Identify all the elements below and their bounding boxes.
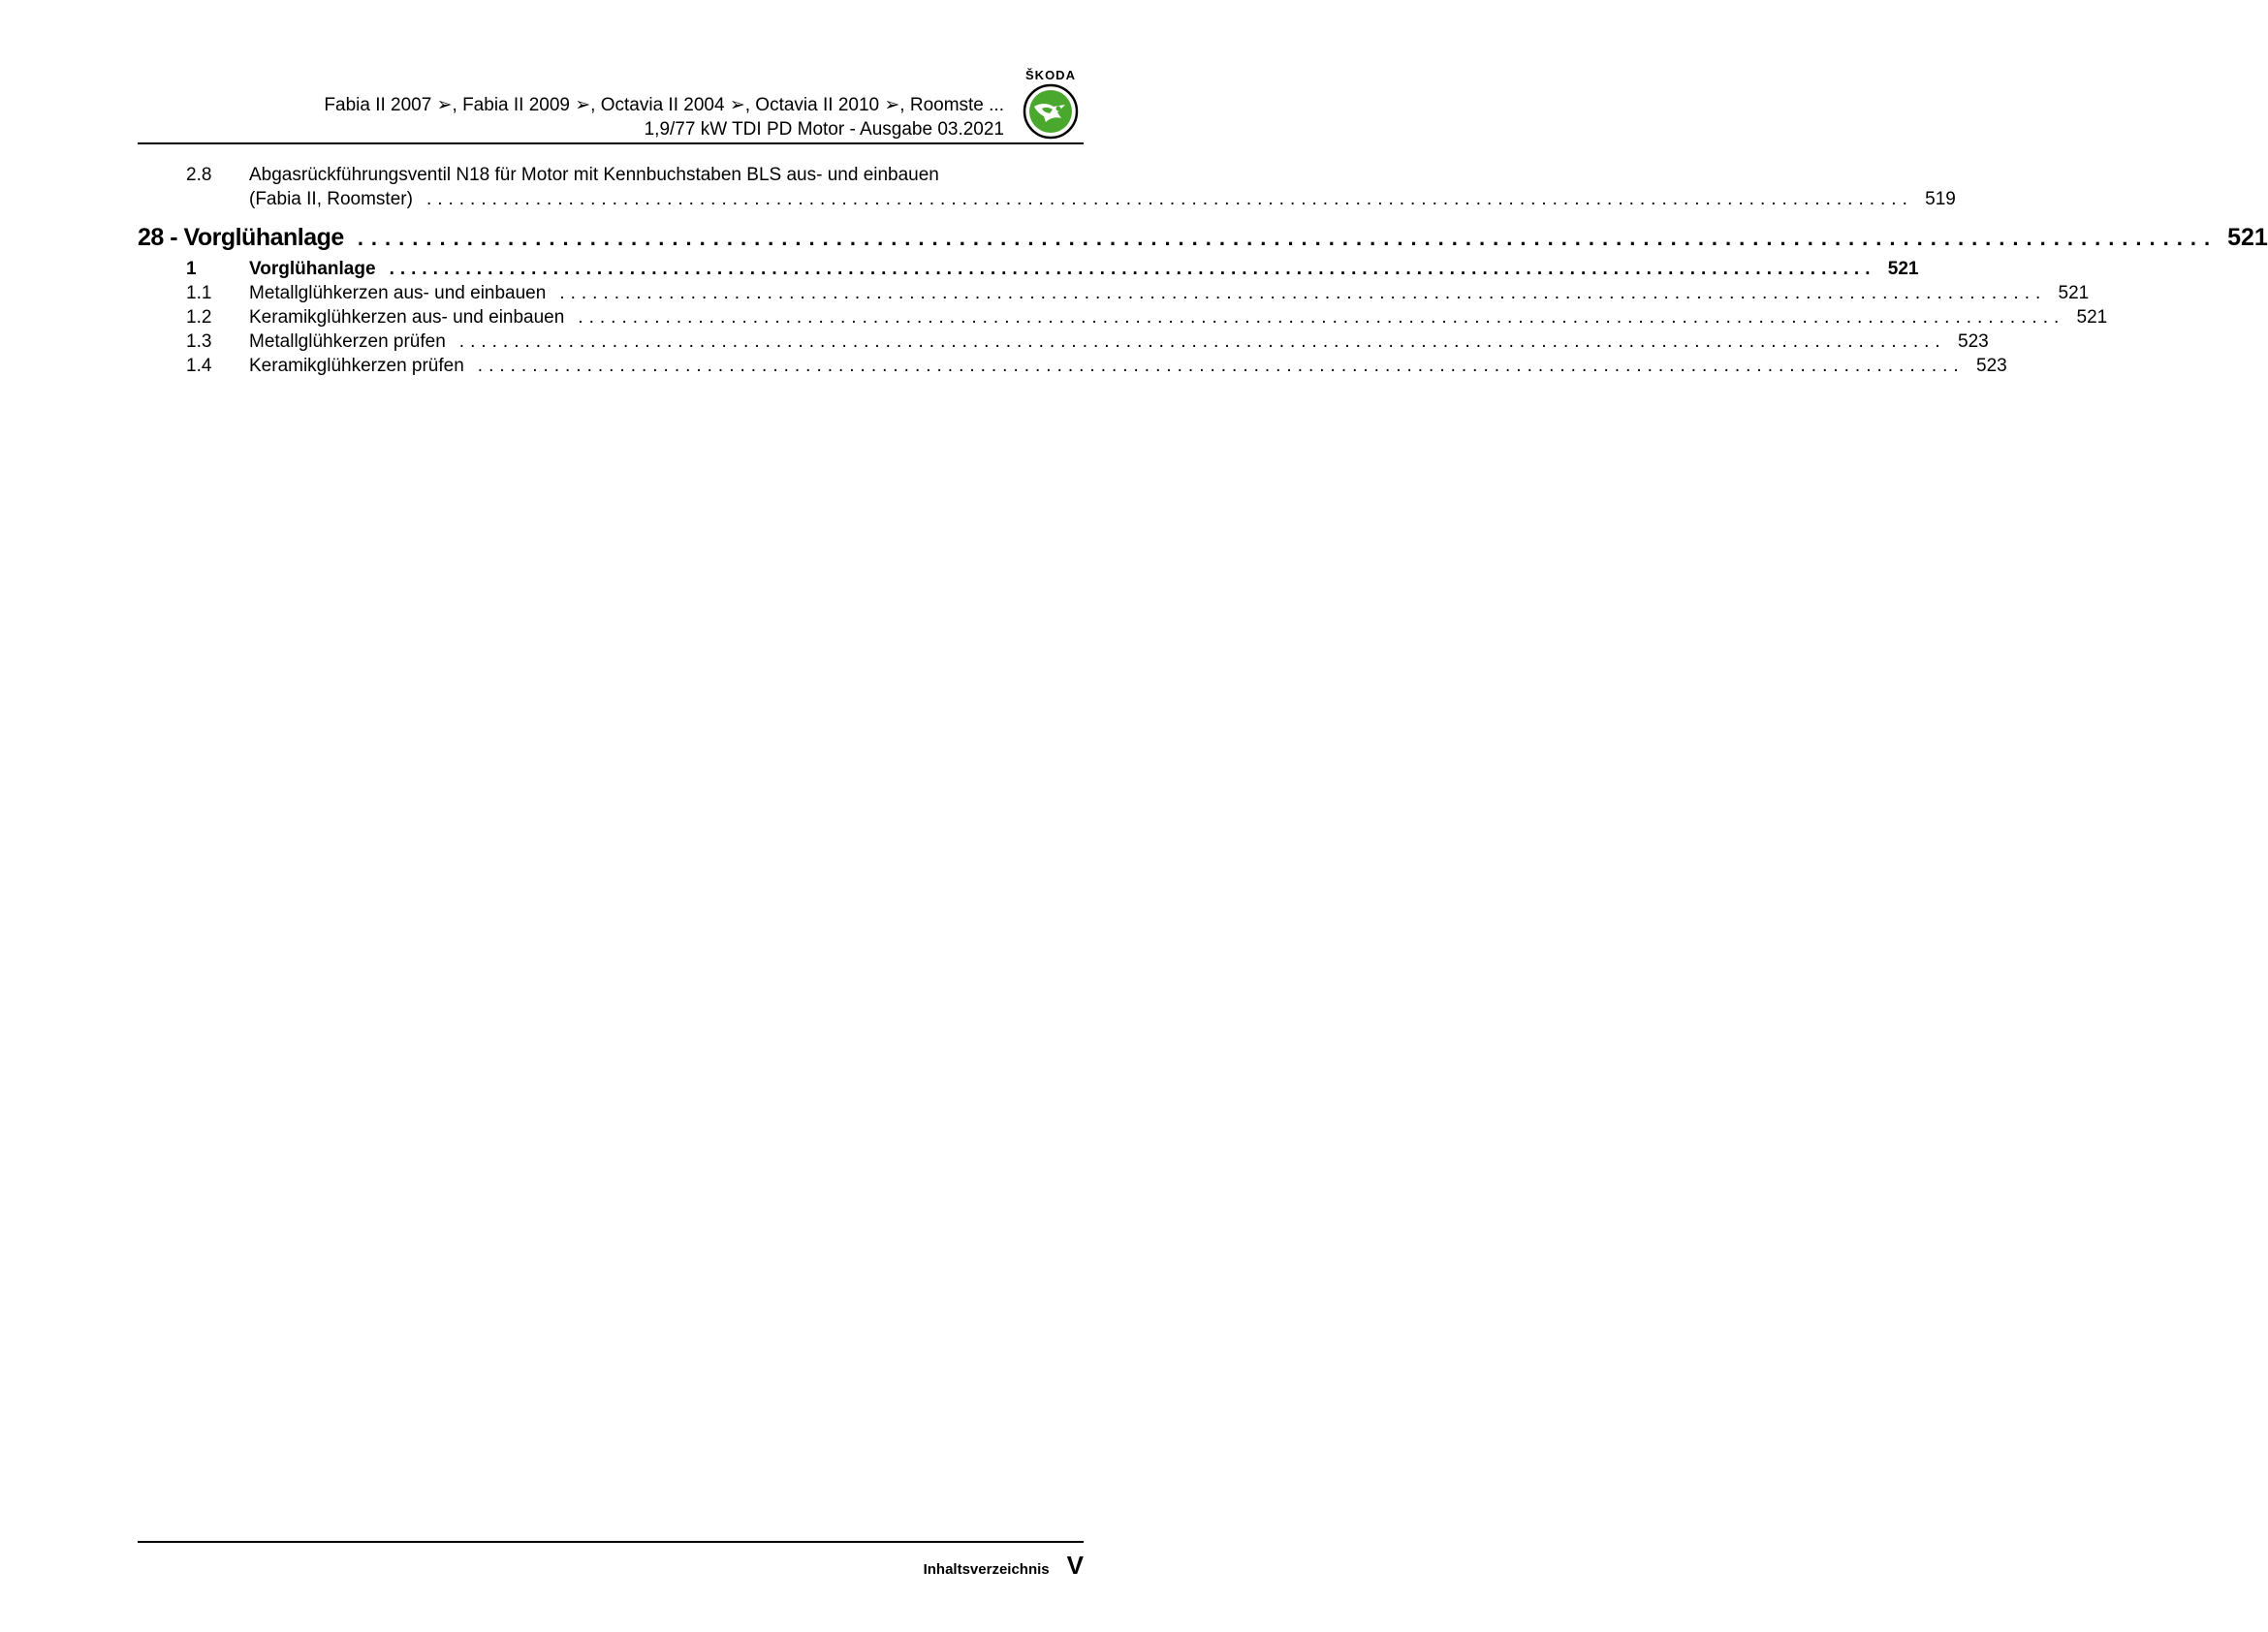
header-divider [138, 142, 1084, 144]
skoda-logo [1018, 68, 1084, 141]
toc-entry-number: 1.1 [186, 283, 212, 303]
dot-leader: ........................................................................................................................................ [357, 226, 2219, 250]
toc-entry-title-line2: (Fabia II, Roomster) [249, 189, 413, 209]
dot-leader: ........................................................................................................................................ [559, 283, 2047, 303]
toc-chapter-title: 28 - Vorglühanlage [138, 224, 344, 251]
toc-entry-title: Metallglühkerzen aus- und einbauen [249, 283, 547, 303]
toc-entry-number: 1.2 [186, 307, 212, 328]
dot-leader: ........................................................................................................................................ [389, 259, 1876, 279]
toc-entry-page: 523 [1958, 331, 1989, 352]
toc-entry-title: Keramikglühkerzen aus- und einbauen [249, 307, 565, 328]
toc-entry-number: 1 [186, 259, 197, 279]
toc-entry-1-2[interactable] [138, 305, 2108, 330]
page-footer [924, 1551, 1084, 1581]
toc-entry-page: 521 [2076, 307, 2108, 328]
toc-entry-1[interactable] [138, 257, 1919, 281]
toc-entry-number: 1.4 [186, 356, 212, 376]
toc-entry-1-1[interactable] [138, 281, 2090, 305]
toc-entry-1-4[interactable] [138, 354, 2007, 378]
dot-leader: ........................................................................................................................................ [458, 331, 1946, 352]
toc-entry-1-3[interactable] [138, 330, 1989, 354]
toc-entry-page: 519 [1925, 189, 1956, 209]
toc-entry-title: Vorglühanlage [249, 259, 376, 279]
footer-page-number: V [1066, 1551, 1084, 1580]
footer-section-title: Inhaltsverzeichnis [923, 1561, 1050, 1578]
toc-entry-number: 1.3 [186, 331, 212, 352]
toc-entry-number: 2.8 [186, 165, 212, 185]
toc-entry-title-line1: Abgasrückführungsventil N18 für Motor mit Kennbuchstaben BLS aus- und einbauen [249, 165, 939, 185]
winged-arrow-icon [1023, 83, 1079, 140]
toc-entry-title: Metallglühkerzen prüfen [249, 331, 446, 352]
logo-wordmark: ŠKODA [1025, 68, 1076, 82]
header-edition: 1,9/77 kW TDI PD Motor - Ausgabe 03.2021 [644, 119, 1004, 140]
toc-entry-2-8[interactable] [138, 163, 1956, 211]
toc-entry-title: Keramikglühkerzen prüfen [249, 356, 464, 376]
table-of-contents [138, 163, 2268, 378]
header-models: Fabia II 2007 ➢, Fabia II 2009 ➢, Octavia II 2004 ➢, Octavia II 2010 ➢, Roomste ... [324, 95, 1004, 115]
page-header [138, 58, 1084, 143]
dot-leader: ........................................................................................................................................ [477, 356, 1965, 376]
toc-chapter-28[interactable] [138, 221, 2268, 255]
header-text [324, 93, 1004, 141]
toc-entry-page: 523 [1976, 356, 2007, 376]
toc-entry-page: 521 [2058, 283, 2090, 303]
footer-divider [138, 1541, 1084, 1543]
toc-entry-page: 521 [1887, 259, 1919, 279]
dot-leader: ........................................................................................................................................ [425, 189, 1913, 209]
dot-leader: ........................................................................................................................................ [578, 307, 2065, 328]
toc-chapter-page: 521 [2227, 224, 2268, 251]
